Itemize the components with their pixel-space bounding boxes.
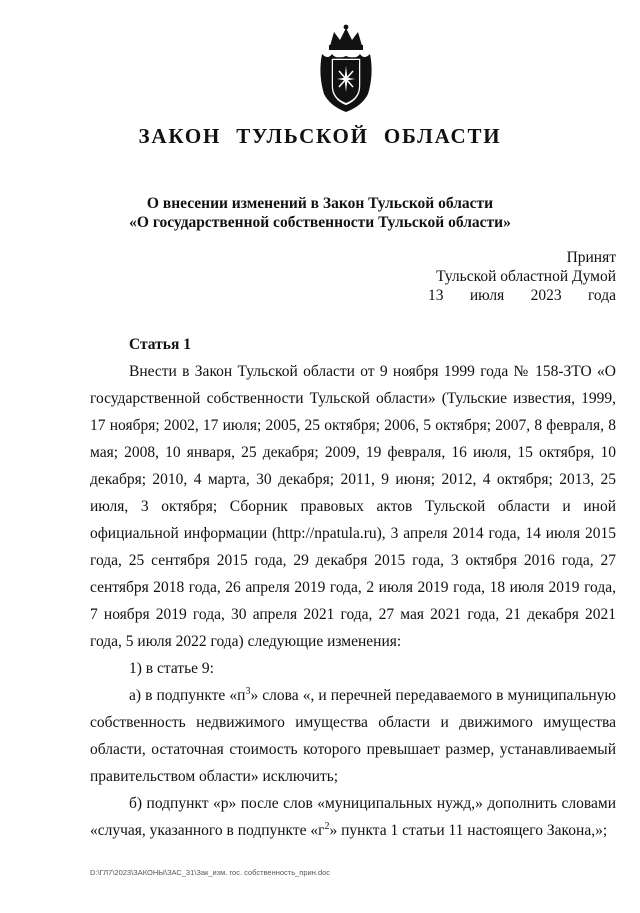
adoption-year-word: года [587,287,616,304]
adoption-date [416,286,616,305]
item-b-prefix: б) подпункт «р» после слов «муниципальных нужд,» дополнить словами «случая, указанного в подпункте «г [90,795,616,839]
adoption-day: 13 [428,287,444,304]
law-subtitle [0,194,640,232]
item-a-prefix: а) в подпункте «п [129,687,246,704]
adoption-year: 2023 [530,287,562,304]
adopted-label: Принят [566,249,616,266]
subtitle-line-1: О внесении изменений в Закон Тульской области [146,195,494,212]
law-title: ЗАКОН ТУЛЬСКОЙ ОБЛАСТИ [138,124,502,148]
item-b-superscript: 2 [324,820,330,832]
file-path-footer: D:\ГЛ7\2023\ЗАКОНЫ\ЗАС_31\Зак_изм. гос. собственность_прин.doc [90,868,331,877]
item-b-paragraph [90,790,616,844]
item-a-superscript: 3 [245,685,251,697]
article-intro-paragraph: Внести в Закон Тульской области от 9 ноября 1999 года № 158-ЗТО «О государственной собственности Тульской области» (Тульские известия, 1999, 17 ноября; 2002, 17 июля; 2005, 25 октября; 2006, 5 октября; 2007, 8 февраля, 8 мая; 2008, 10 января, 25 декабря; 2009, 19 февраля, 16 июля, 15 октября, 10 декабря; 2010, 4 марта, 30 декабря; 2011, 9 июня; 2012, 4 октября; 2013, 25 июля, 3 октября; Сборник правовых актов Тульской области и иной официальной информации (http://npatula.ru), 3 апреля 2014 года, 14 июля 2015 года, 25 сентября 2015 года, 29 декабря 2015 года, 3 октября 2016 года, 27 сентября 2018 года, 26 апреля 2019 года, 2 июля 2019 года, 18 июля 2019 года, 7 ноября 2019 года, 30 апреля 2021 года, 27 мая 2021 года, 21 декабря 2021 года, 5 июля 2022 года) следующие изменения: [90,363,616,650]
article-body [90,358,616,844]
adopted-by: Тульской областной Думой [436,268,616,285]
adoption-block [416,248,616,305]
adoption-month: июля [469,287,505,304]
article-heading: Статья 1 [129,336,191,353]
item-a-rest: » слова «, и перечней передаваемого в муниципальную собственность недвижимого имущества области и движимого имущества области, остаточная стоимость которого превышает размер, устанавливаемый правительством области» исключить; [90,687,616,785]
item-1-paragraph: 1) в статье 9: [129,660,214,677]
subtitle-line-2: «О государственной собственности Тульской области» [129,214,511,231]
item-b-rest: » пункта 1 статьи 11 настоящего Закона,»; [329,822,608,839]
coat-of-arms-icon [316,24,376,114]
item-a-paragraph [90,682,616,790]
